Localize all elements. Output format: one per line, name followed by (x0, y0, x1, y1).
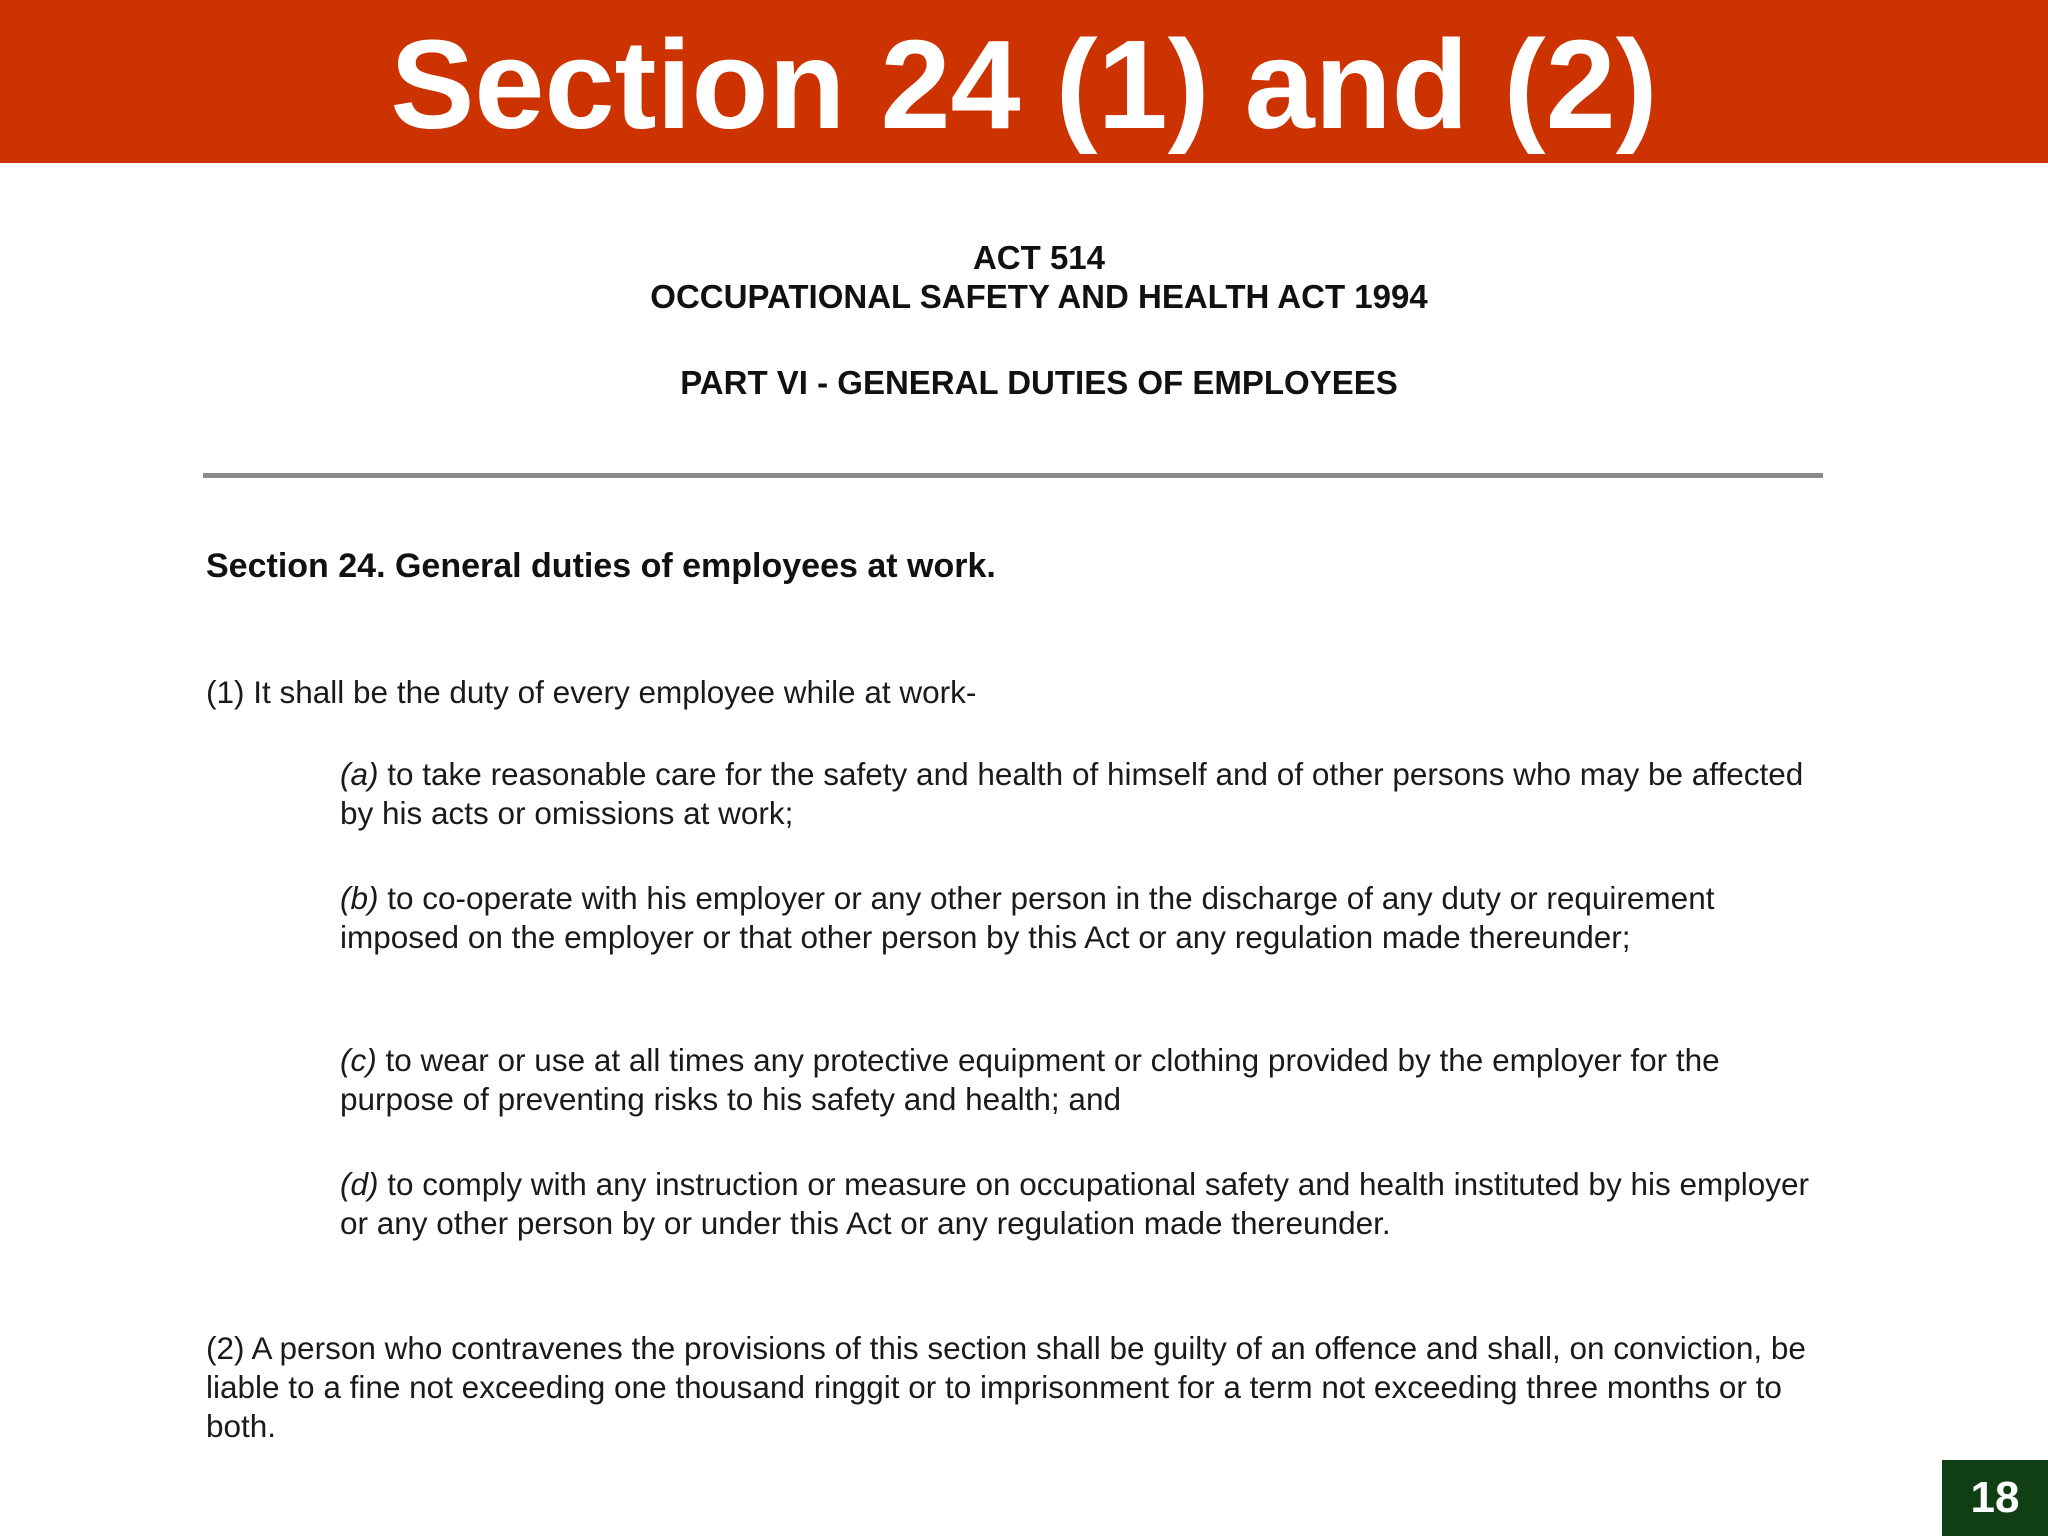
clause-text: to wear or use at all times any protective equipment or clothing provided by the employer for the purpose of preventing risks to his safety and health; and (340, 1042, 1720, 1117)
act-number: ACT 514 (972, 239, 1106, 276)
subsection-2: (2) A person who contravenes the provisions of this section shall be guilty of an offence and shall, on conviction, be liable to a fine not exceeding one thousand ringgit or to imprisonment for a term not exceeding three months or to both. (206, 1330, 1806, 1444)
clause-label: (b) (340, 880, 379, 916)
divider-line (203, 473, 1823, 478)
part-title: PART VI - GENERAL DUTIES OF EMPLOYEES (680, 364, 1398, 401)
clause-b (340, 879, 1830, 957)
clause-label: (d) (340, 1166, 379, 1202)
clause-text: to take reasonable care for the safety and health of himself and of other persons who may be affected by his acts or omissions at work; (340, 756, 1804, 831)
clause-label: (a) (340, 756, 379, 792)
clause-d (340, 1165, 1830, 1243)
slide-title: Section 24 (1) and (2) (390, 14, 1658, 155)
clause-text: to comply with any instruction or measure on occupational safety and health instituted by his employer or any other person by or under this Act or any regulation made thereunder. (340, 1166, 1810, 1241)
subsection-1: (1) It shall be the duty of every employee while at work- (206, 674, 977, 710)
act-name: OCCUPATIONAL SAFETY AND HEALTH ACT 1994 (650, 278, 1428, 315)
page-number: 18 (1942, 1460, 2048, 1536)
clause-text: to co-operate with his employer or any other person in the discharge of any duty or requirement imposed on the employer or that other person by this Act or any regulation made thereunder; (340, 880, 1715, 955)
clause-c (340, 1041, 1830, 1119)
section-heading: Section 24. General duties of employees at work. (206, 547, 996, 585)
clause-a (340, 755, 1830, 833)
clause-label: (c) (340, 1042, 377, 1078)
